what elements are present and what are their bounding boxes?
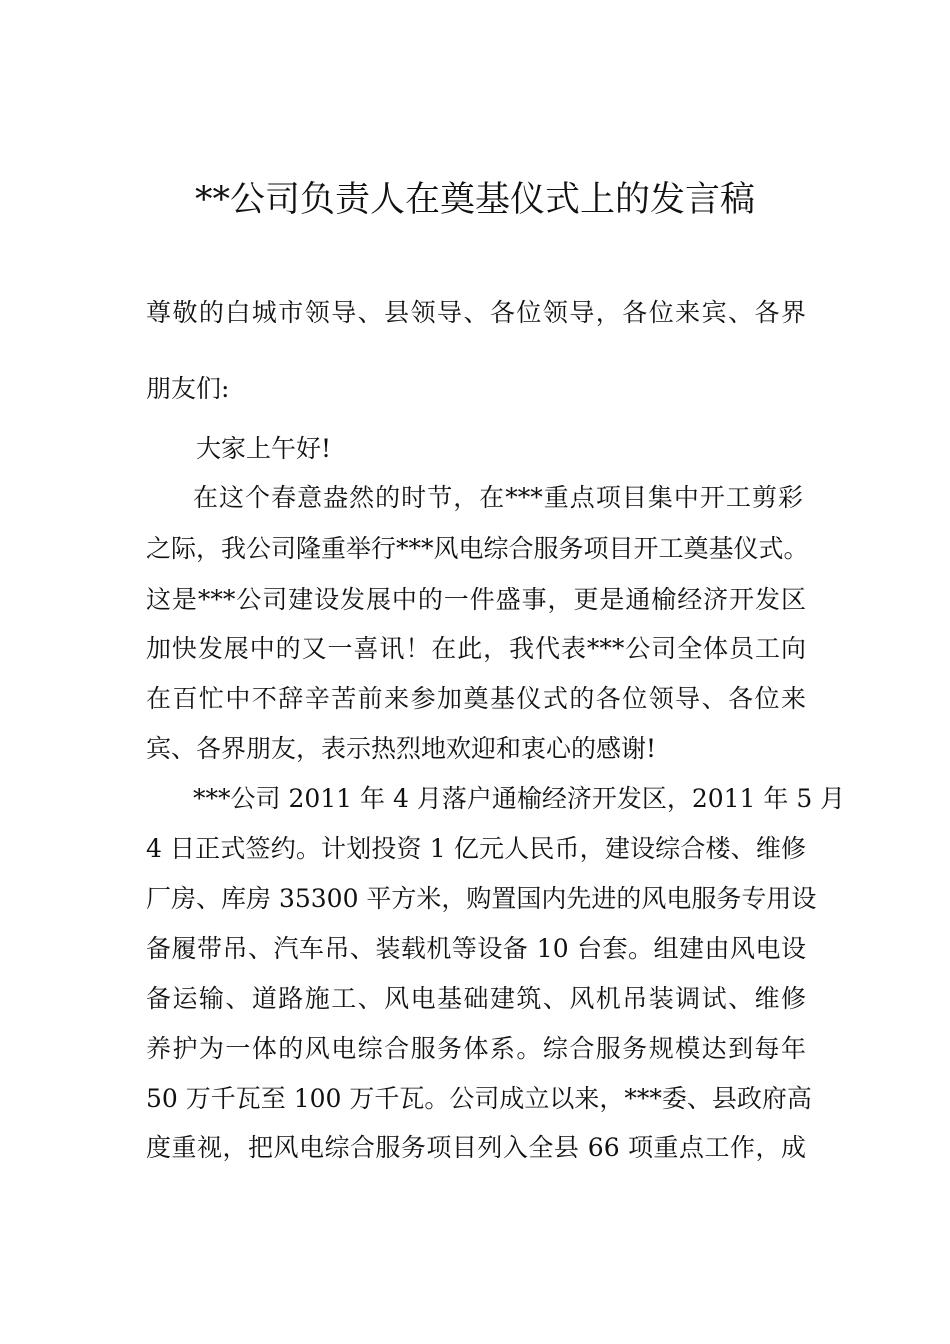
paragraph-line: 加快发展中的又一喜讯！在此，我代表***公司全体员工向 bbox=[146, 634, 806, 663]
greeting: 大家上午好! bbox=[196, 434, 332, 463]
paragraph-line: 这是***公司建设发展中的一件盛事，更是通榆经济开发区 bbox=[146, 585, 806, 614]
salutation-line: 朋友们: bbox=[146, 374, 230, 403]
paragraph-line: 之际，我公司隆重举行***风电综合服务项目开工奠基仪式。 bbox=[146, 534, 809, 563]
paragraph-line: 厂房、库房 35300 平方米，购置国内先进的风电服务专用设 bbox=[146, 884, 817, 913]
paragraph-line: 4 日正式签约。计划投资 1 亿元人民币，建设综合楼、维修 bbox=[146, 834, 806, 863]
paragraph-line: 养护为一体的风电综合服务体系。综合服务规模达到每年 bbox=[146, 1034, 806, 1063]
paragraph-line: 备履带吊、汽车吊、装载机等设备 10 台套。组建由风电设 bbox=[146, 934, 806, 963]
paragraph-line: 在百忙中不辞辛苦前来参加奠基仪式的各位领导、各位来 bbox=[146, 684, 806, 713]
paragraph-line: 在这个春意盎然的时节，在***重点项目集中开工剪彩 bbox=[193, 483, 803, 512]
paragraph-line: ***公司 2011 年 4 月落户通榆经济开发区，2011 年 5 月 bbox=[193, 784, 846, 813]
paragraph-line: 50 万千瓦至 100 万千瓦。公司成立以来，***委、县政府高 bbox=[146, 1084, 812, 1113]
document-title: **公司负责人在奠基仪式上的发言稿 bbox=[194, 180, 755, 220]
salutation-line: 尊敬的白城市领导、县领导、各位领导，各位来宾、各界 bbox=[146, 298, 806, 327]
paragraph-line: 备运输、道路施工、风电基础建筑、风机吊装调试、维修 bbox=[146, 984, 806, 1013]
paragraph-line: 宾、各界朋友，表示热烈地欢迎和衷心的感谢! bbox=[146, 734, 657, 763]
paragraph-line: 度重视，把风电综合服务项目列入全县 66 项重点工作，成 bbox=[146, 1133, 806, 1162]
